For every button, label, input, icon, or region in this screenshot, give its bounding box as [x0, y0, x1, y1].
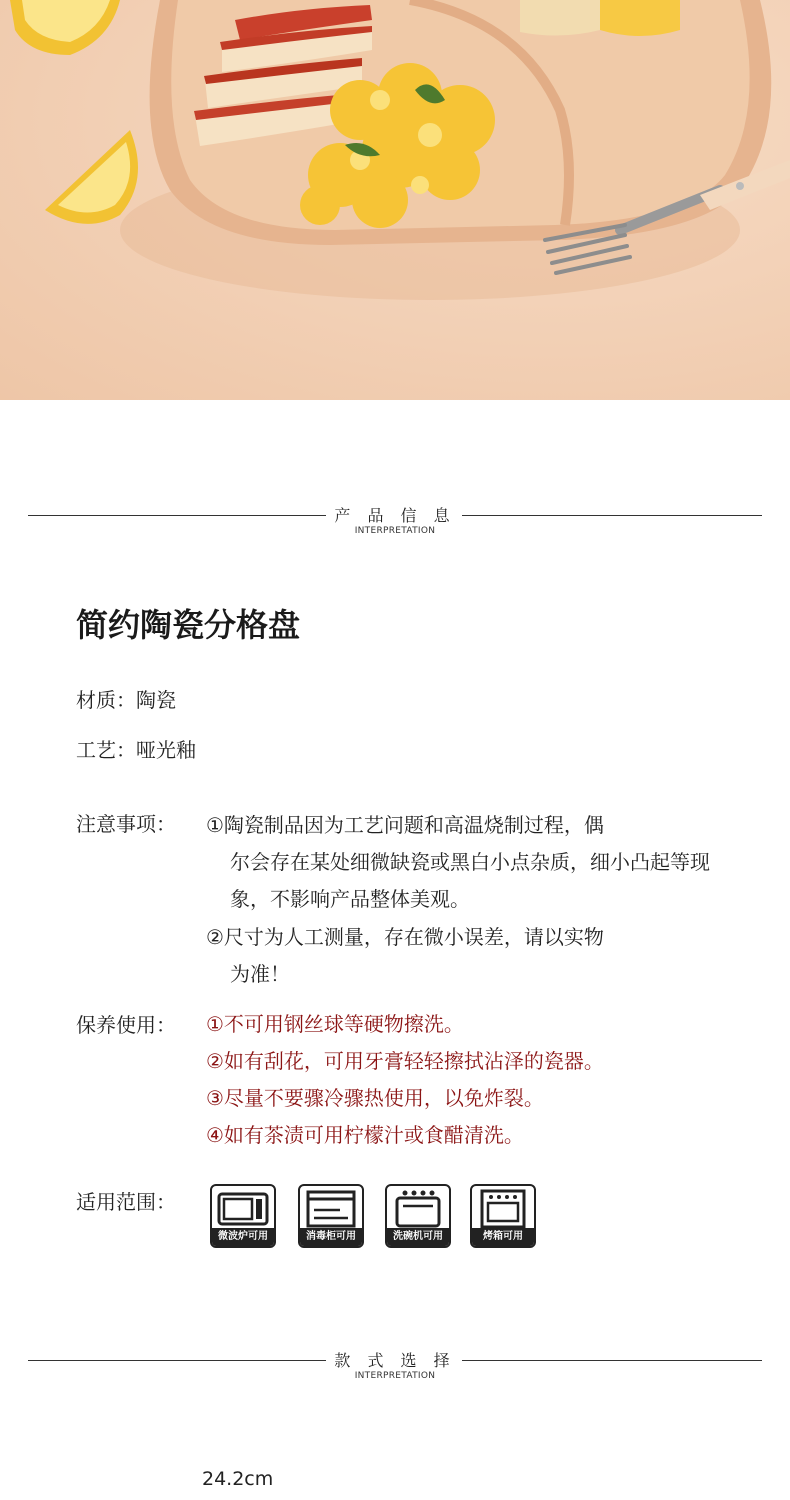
badge-caption: 消毒柜可用 [300, 1228, 362, 1246]
notes-item-2 [206, 919, 716, 993]
notes-item-1-rest: 尔会存在某处细微缺瓷或黑白小点杂质，细小凸起等现象，不影响产品整体美观。 [230, 850, 710, 911]
section-subtitle: INTERPRETATION [354, 1371, 436, 1381]
care-item-3: ③尽量不要骤冷骤热使用，以免炸裂。 [206, 1086, 544, 1110]
microwave-icon [212, 1186, 274, 1230]
size-label: 24.2cm [202, 1468, 274, 1490]
notes-item-1 [206, 807, 716, 918]
section-header-style [0, 1348, 790, 1388]
section-subtitle: INTERPRETATION [354, 526, 436, 536]
dishwasher-icon [387, 1186, 449, 1230]
care-label: 保养使用： [76, 1013, 176, 1037]
badge-caption: 洗碗机可用 [387, 1228, 449, 1246]
notes-item-2-first: ②尺寸为人工测量，存在微小误差，请以实物 [206, 925, 604, 949]
section-header-info [0, 503, 790, 543]
care-item-2: ②如有刮花，可用牙膏轻轻擦拭沾泽的瓷器。 [206, 1049, 604, 1073]
material-row: 材质：陶瓷 [76, 688, 176, 712]
divider-right [462, 515, 762, 516]
hero-photo [0, 0, 790, 400]
notes-label: 注意事项： [76, 812, 176, 836]
badge-microwave [210, 1184, 276, 1248]
notes-item-1-first: ①陶瓷制品因为工艺问题和高温烧制过程，偶 [206, 813, 604, 837]
badge-dishwasher [385, 1184, 451, 1248]
notes-item-2-rest: 为准！ [230, 962, 290, 986]
breakfast-plate-illustration [0, 0, 790, 400]
care-item-4: ④如有茶渍可用柠檬汁或食醋清洗。 [206, 1123, 524, 1147]
oven-icon [472, 1186, 534, 1230]
care-item-1: ①不可用钢丝球等硬物擦洗。 [206, 1012, 464, 1036]
craft-row: 工艺：哑光釉 [76, 738, 196, 762]
badge-caption: 微波炉可用 [212, 1228, 274, 1246]
divider-right [462, 1360, 762, 1361]
section-title: 款 式 选 择 [334, 1351, 456, 1370]
badge-oven [470, 1184, 536, 1248]
badge-caption: 烤箱可用 [472, 1228, 534, 1246]
sterilizer-icon [300, 1186, 362, 1230]
section-title: 产 品 信 息 [334, 506, 456, 525]
scope-label: 适用范围： [76, 1190, 176, 1214]
product-title: 简约陶瓷分格盘 [76, 606, 301, 644]
badge-sterilizer [298, 1184, 364, 1248]
